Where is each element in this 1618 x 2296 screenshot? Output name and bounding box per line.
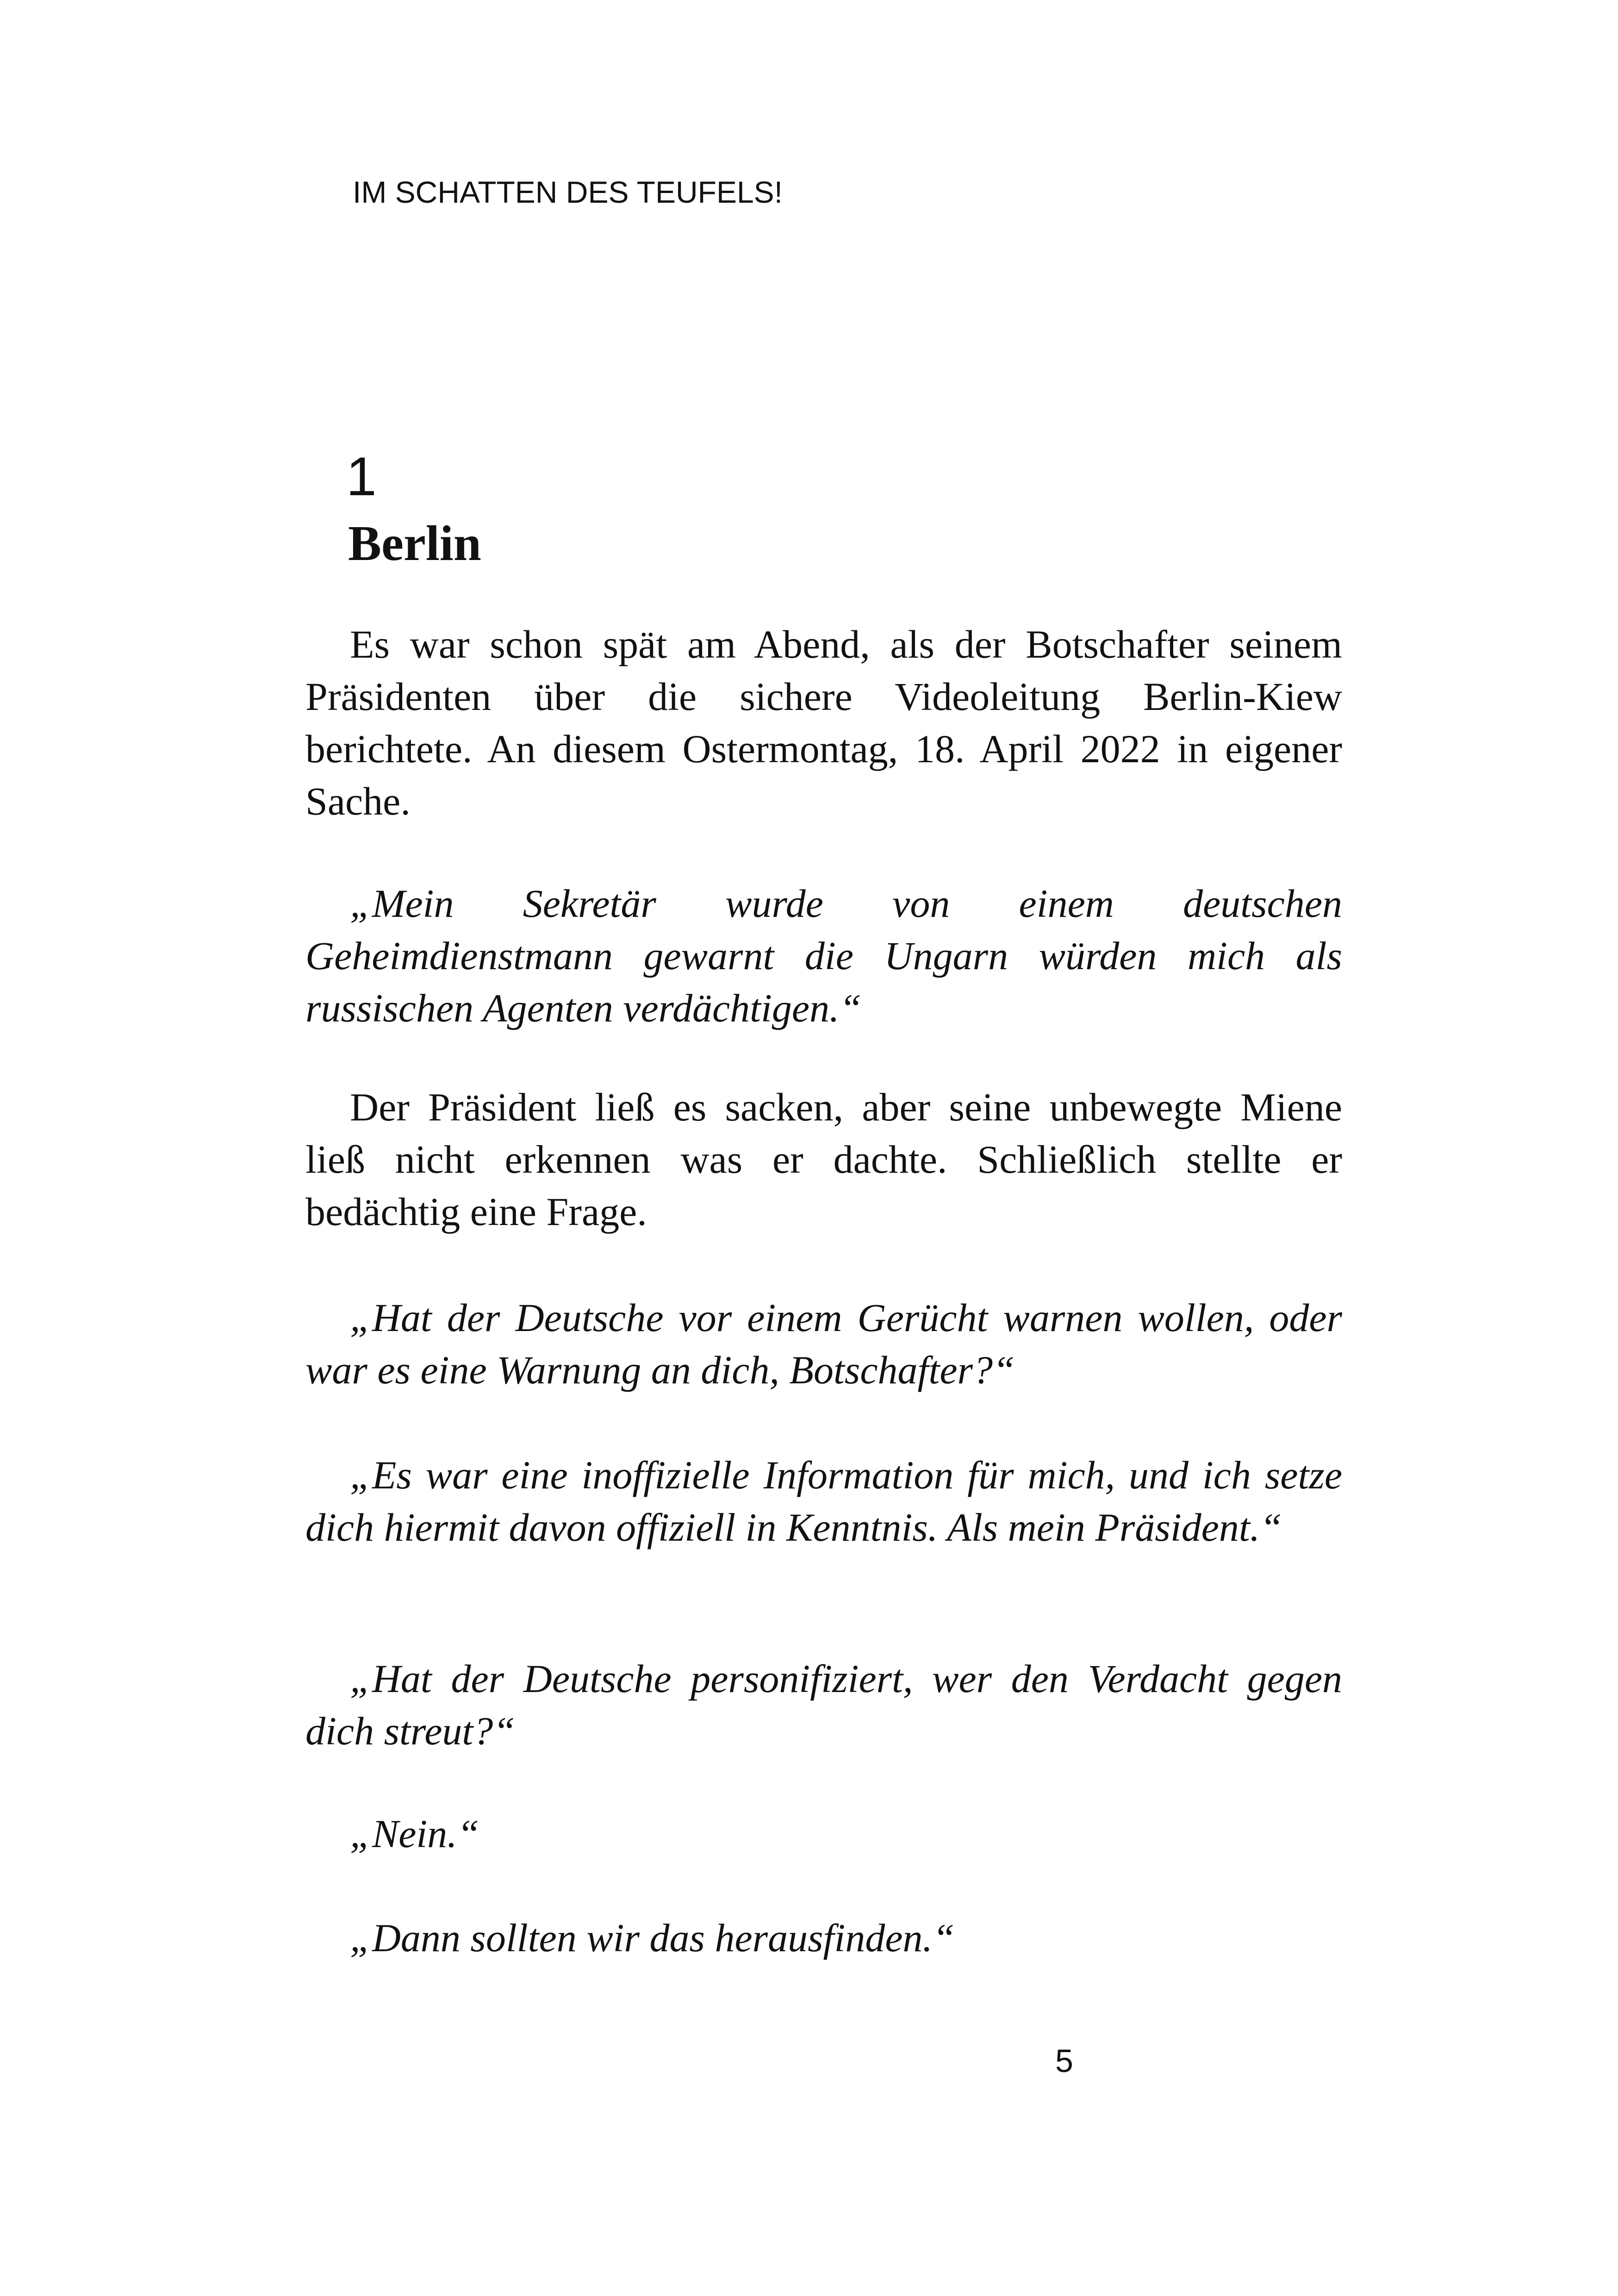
running-header: IM SCHATTEN DES TEUFELS!	[353, 175, 783, 209]
paragraph-dialogue-6: „Dann sollten wir das herausfinden.“	[350, 1916, 955, 1960]
chapter-number: 1	[346, 446, 377, 507]
paragraph-dialogue-1: „Mein Sekretär wurde von einem deutschen Geheimdienstmann gewarnt die Ungarn würden mich als russischen Agenten verdächtigen.“	[305, 881, 1342, 1030]
paragraph-dialogue-5: „Nein.“	[350, 1811, 479, 1856]
paragraph-narration-2: Der Präsident ließ es sacken, aber seine unbewegte Miene ließ nicht erkennen was er dachte. Schließlich stellte er bedächtig eine Frage.	[305, 1085, 1342, 1234]
paragraph-dialogue-2: „Hat der Deutsche vor einem Gerücht warnen wollen, oder war es eine Warnung an dich, Botschafter?“	[305, 1295, 1342, 1392]
paragraph-dialogue-3: „Es war eine inoffizielle Information für mich, und ich setze dich hiermit davon offiziell in Kenntnis. Als mein Präsident.“	[305, 1453, 1342, 1549]
paragraph-dialogue-4: „Hat der Deutsche personifiziert, wer den Verdacht gegen dich streut?“	[305, 1656, 1342, 1753]
chapter-title: Berlin	[348, 516, 481, 571]
page-number: 5	[1055, 2043, 1073, 2079]
paragraph-narration-1: Es war schon spät am Abend, als der Botschafter seinem Präsidenten über die sichere Videoleitung Berlin-Kiew berichtete. An diesem Ostermontag, 18. April 2022 in eigener Sache.	[305, 622, 1342, 823]
